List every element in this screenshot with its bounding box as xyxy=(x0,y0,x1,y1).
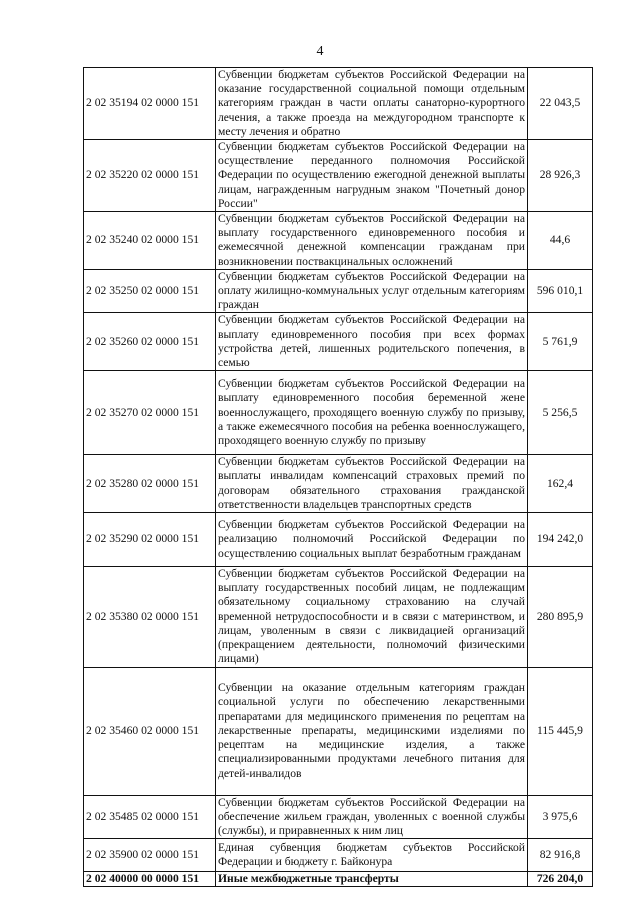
row-description: Субвенции на оказание отдельным категориям граждан социальной услуги по обеспечению лекарственными препаратами для медицинского применения по рецептам на лекарственные препараты, медицинскими изделиями по рецептам на медицинские изделия, а также специализированными продуктами лечебного питания для детей-инвалидов xyxy=(216,667,528,795)
row-code: 2 02 35250 02 0000 151 xyxy=(84,269,216,313)
row-amount: 5 256,5 xyxy=(528,371,593,455)
table-row xyxy=(84,371,593,455)
total-description: Иные межбюджетные трансферты xyxy=(216,872,528,887)
table-row xyxy=(84,68,593,140)
table-row xyxy=(84,513,593,567)
table-row xyxy=(84,269,593,313)
table-row xyxy=(84,140,593,212)
row-description: Субвенции бюджетам субъектов Российской Федерации на выплату единовременного пособия беременной жене военнослужащего, проходящего военную службу по призыву, а также ежемесячного пособия на ребенка военнослужащего, проходящего военную службу по призыву xyxy=(216,371,528,455)
row-code: 2 02 35194 02 0000 151 xyxy=(84,68,216,140)
total-code: 2 02 40000 00 0000 151 xyxy=(84,872,216,887)
table-row xyxy=(84,455,593,513)
row-code: 2 02 35260 02 0000 151 xyxy=(84,313,216,371)
row-amount: 22 043,5 xyxy=(528,68,593,140)
table-row xyxy=(84,212,593,270)
budget-table-body xyxy=(84,68,593,887)
table-row xyxy=(84,313,593,371)
row-description: Субвенции бюджетам субъектов Российской Федерации на выплату государственных пособий лицам, не подлежащим обязательному социальному страхованию на случай временной нетрудоспособности и в связи с материнством, и лицам, уволенным в связи с ликвидацией организаций (прекращением деятельности, полномочий физическими лицами) xyxy=(216,567,528,667)
row-amount: 115 445,9 xyxy=(528,667,593,795)
row-description: Субвенции бюджетам субъектов Российской Федерации на реализацию полномочий Российской Федерации по осуществлению социальных выплат безработным гражданам xyxy=(216,513,528,567)
table-row xyxy=(84,567,593,667)
row-amount: 5 761,9 xyxy=(528,313,593,371)
row-description: Субвенции бюджетам субъектов Российской Федерации на выплаты инвалидам компенсаций страховых премий по договорам обязательного страхования гражданской ответственности владельцев транспортных средств xyxy=(216,455,528,513)
row-code: 2 02 35270 02 0000 151 xyxy=(84,371,216,455)
row-code: 2 02 35240 02 0000 151 xyxy=(84,212,216,270)
row-amount: 162,4 xyxy=(528,455,593,513)
row-description: Субвенции бюджетам субъектов Российской Федерации на оплату жилищно-коммунальных услуг отдельным категориям граждан xyxy=(216,269,528,313)
row-code: 2 02 35280 02 0000 151 xyxy=(84,455,216,513)
row-description: Единая субвенция бюджетам субъектов Российской Федерации и бюджету г. Байконура xyxy=(216,839,528,872)
page-number: 4 xyxy=(316,44,324,59)
total-amount: 726 204,0 xyxy=(528,872,593,887)
row-description: Субвенции бюджетам субъектов Российской Федерации на выплату единовременного пособия при всех формах устройства детей, лишенных родительского попечения, в семью xyxy=(216,313,528,371)
row-code: 2 02 35220 02 0000 151 xyxy=(84,140,216,212)
row-code: 2 02 35380 02 0000 151 xyxy=(84,567,216,667)
row-amount: 44,6 xyxy=(528,212,593,270)
row-description: Субвенции бюджетам субъектов Российской Федерации на обеспечение жильем граждан, уволенных с военной службы (службы), и приравненных к ним лиц xyxy=(216,795,528,839)
row-amount: 596 010,1 xyxy=(528,269,593,313)
total-row xyxy=(84,872,593,887)
table-row xyxy=(84,839,593,872)
row-amount: 82 916,8 xyxy=(528,839,593,872)
row-code: 2 02 35460 02 0000 151 xyxy=(84,667,216,795)
row-description: Субвенции бюджетам субъектов Российской Федерации на оказание государственной социальной помощи отдельным категориям граждан в части оплаты санаторно-курортного лечения, а также проезда на междугородном транспорте к месту лечения и обратно xyxy=(216,68,528,140)
row-amount: 28 926,3 xyxy=(528,140,593,212)
table-row xyxy=(84,795,593,839)
row-description: Субвенции бюджетам субъектов Российской Федерации на выплату государственного единовременного пособия и ежемесячной денежной компенсации гражданам при возникновении поствакцинальных осложнений xyxy=(216,212,528,270)
row-amount: 280 895,9 xyxy=(528,567,593,667)
row-amount: 194 242,0 xyxy=(528,513,593,567)
row-description: Субвенции бюджетам субъектов Российской Федерации на осуществление переданного полномочия Российской Федерации по осуществлению ежегодной денежной выплаты лицам, награжденным нагрудным знаком "Почетный донор России" xyxy=(216,140,528,212)
row-code: 2 02 35900 02 0000 151 xyxy=(84,839,216,872)
row-code: 2 02 35290 02 0000 151 xyxy=(84,513,216,567)
row-code: 2 02 35485 02 0000 151 xyxy=(84,795,216,839)
table-row xyxy=(84,667,593,795)
budget-table xyxy=(83,67,593,887)
row-amount: 3 975,6 xyxy=(528,795,593,839)
